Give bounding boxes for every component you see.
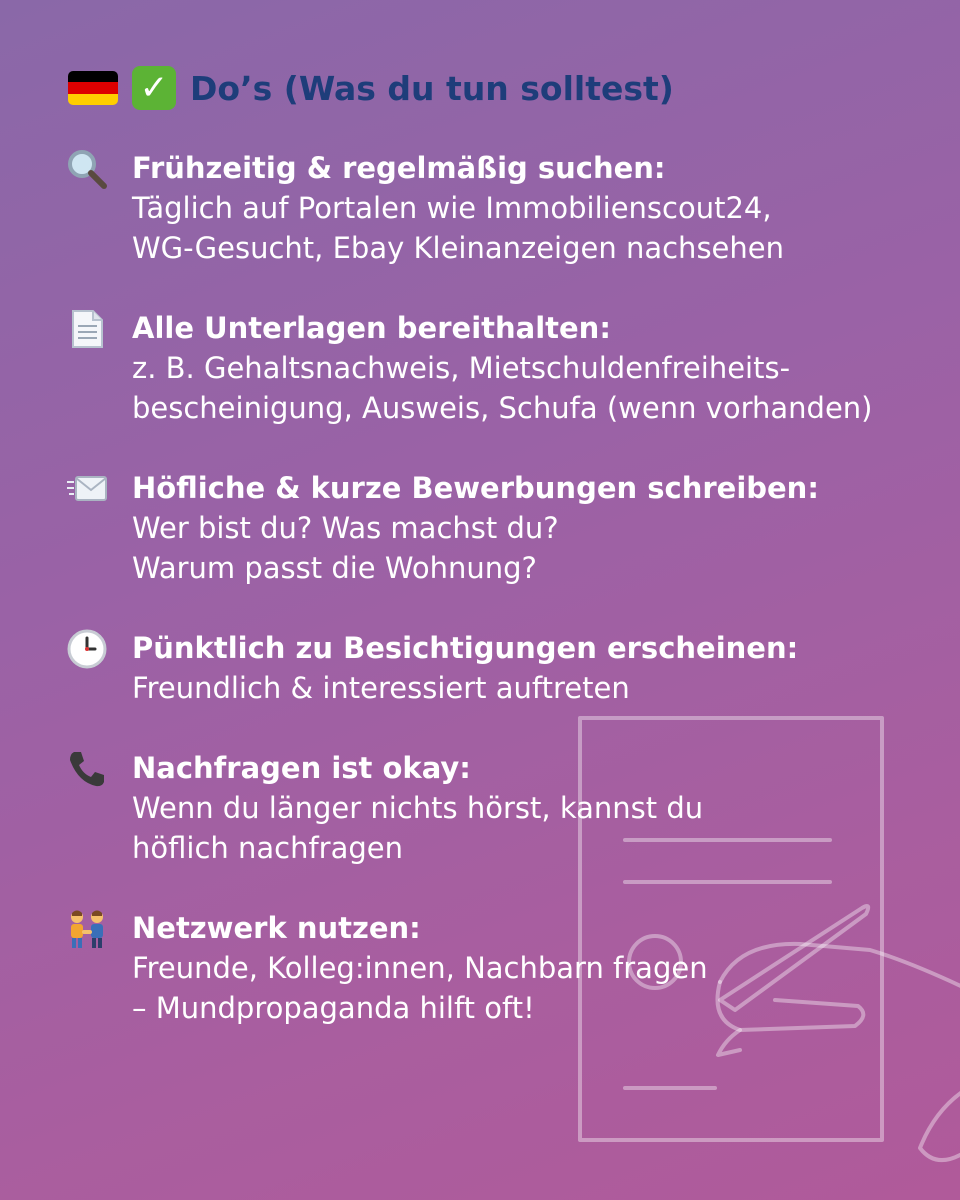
item-text-line: Freundlich & interessiert auftreten xyxy=(132,671,630,705)
item-text-line: höflich nachfragen xyxy=(132,831,403,865)
envelope-icon xyxy=(66,468,108,510)
page-title-row xyxy=(68,62,674,114)
item-text-line: z. B. Gehaltsnachweis, Mietschuldenfreiheits- xyxy=(132,351,791,385)
magnifier-icon xyxy=(66,148,108,190)
item-heading: Alle Unterlagen bereithalten: xyxy=(132,311,611,345)
item-heading: Höfliche & kurze Bewerbungen schreiben: xyxy=(132,471,819,505)
item-heading: Frühzeitig & regelmäßig suchen: xyxy=(132,151,666,185)
item-text-line: – Mundpropaganda hilft oft! xyxy=(132,991,535,1025)
item-text-line: WG-Gesucht, Ebay Kleinanzeigen nachsehen xyxy=(132,231,784,265)
item-text-line: Freunde, Kolleg:innen, Nachbarn fragen xyxy=(132,951,708,985)
item-heading: Nachfragen ist okay: xyxy=(132,751,471,785)
item-text-line: bescheinigung, Ausweis, Schufa (wenn vorhanden) xyxy=(132,391,873,425)
item-text-line: Wer bist du? Was machst du? xyxy=(132,511,559,545)
item-heading: Pünktlich zu Besichtigungen erscheinen: xyxy=(132,631,799,665)
document-icon xyxy=(66,308,108,350)
item-heading: Netzwerk nutzen: xyxy=(132,911,421,945)
item-text-line: Warum passt die Wohnung? xyxy=(132,551,537,585)
german-flag-icon xyxy=(68,71,118,105)
check-mark-icon: ✓ xyxy=(132,66,176,110)
item-text-line: Täglich auf Portalen wie Immobilienscout24, xyxy=(132,191,772,225)
clock-icon xyxy=(66,628,108,670)
people-holding-hands-icon xyxy=(66,908,108,950)
page-title: Do’s (Was du tun solltest) xyxy=(190,68,674,108)
item-text-line: Wenn du länger nichts hörst, kannst du xyxy=(132,791,704,825)
telephone-icon xyxy=(66,748,108,790)
